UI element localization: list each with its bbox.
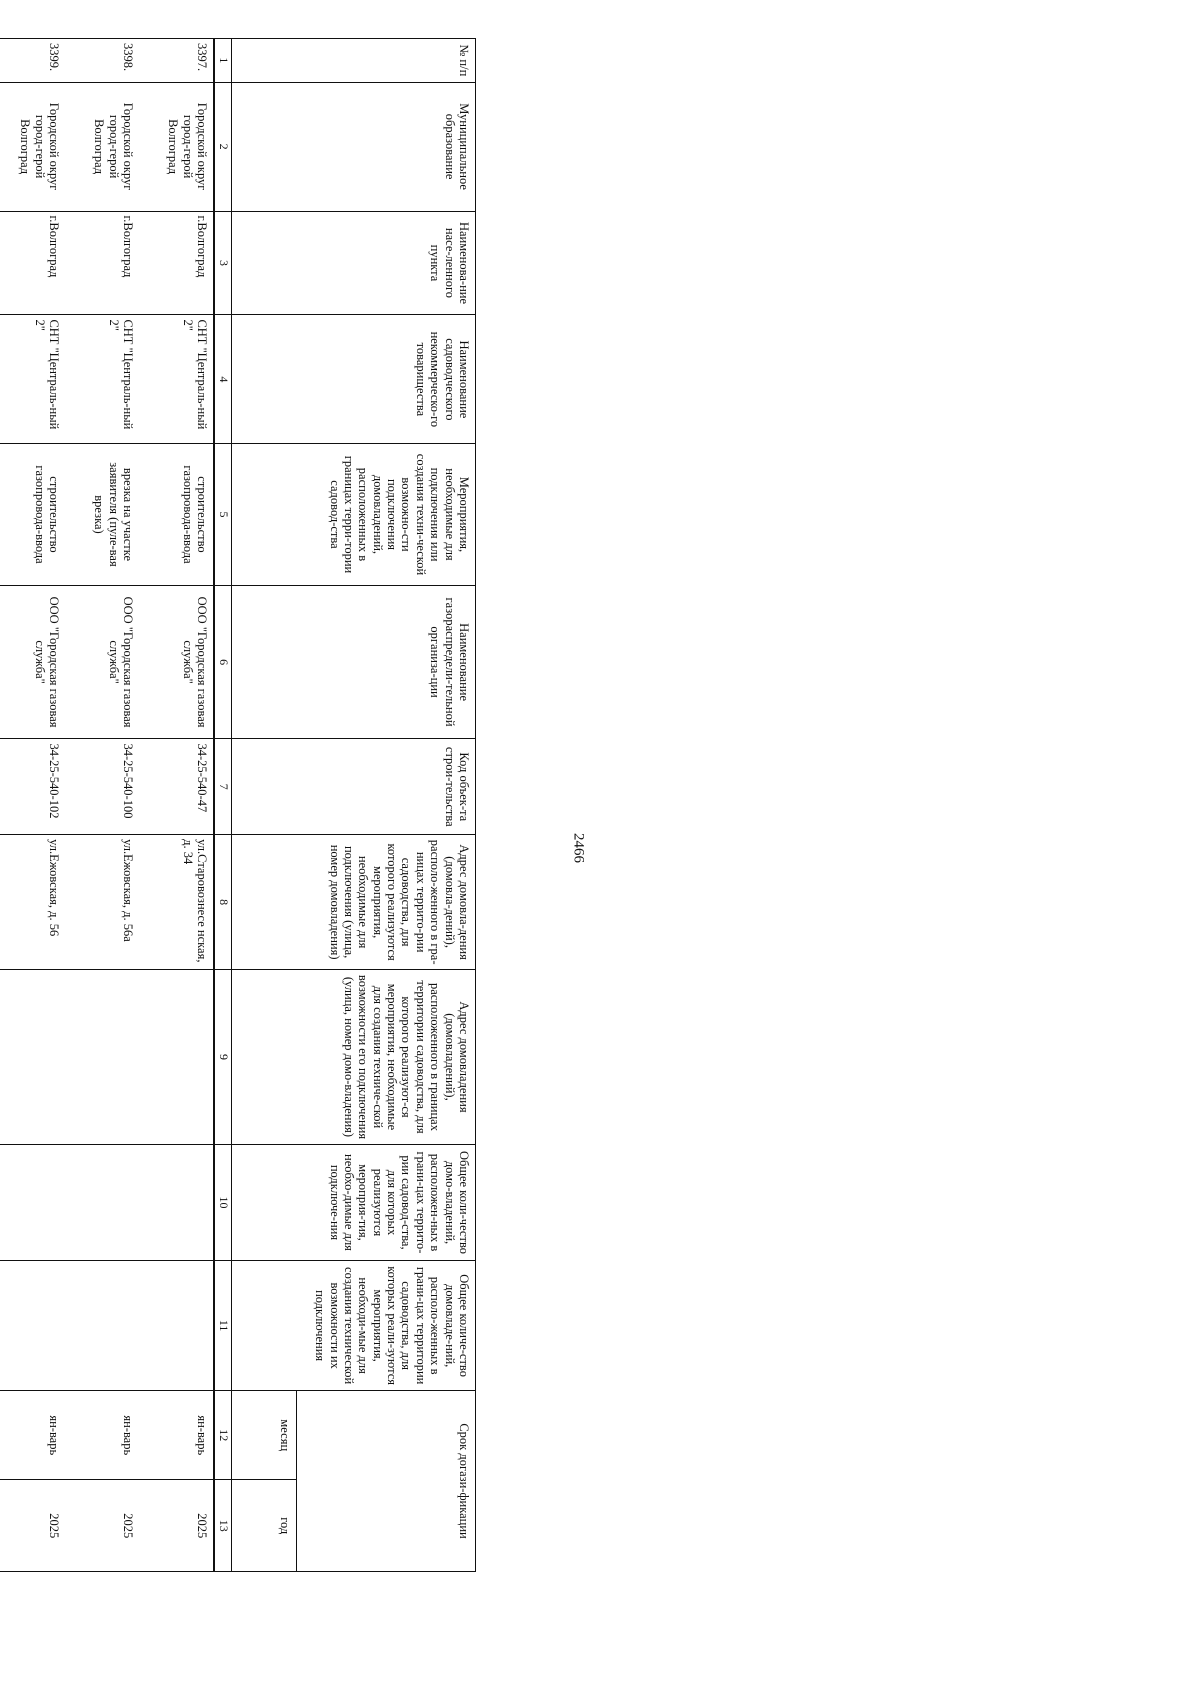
cell-locality: г.Волгоград: [139, 211, 214, 315]
column-number: 6: [214, 585, 232, 739]
table-body: [0, 39, 214, 1572]
cell-snt: СНТ "Централь-ный 2": [0, 315, 65, 444]
column-number: 2: [214, 82, 232, 211]
header-year: год: [232, 1480, 297, 1572]
header-code: Код объек-та строи-тельства: [232, 739, 476, 835]
cell-gas-org: ООО "Городская газовая служба": [65, 585, 139, 739]
cell-month: ян-варь: [0, 1391, 65, 1480]
column-number: 9: [214, 970, 232, 1145]
header-count-connection: Общее коли-чество домо-владений, расположен-ных в грани-цах террито-рии садовод-ства, для которых реализуются мероприя-тия, необхо-димые для подключе-ния: [232, 1144, 476, 1260]
cell-locality: г.Волгоград: [0, 211, 65, 315]
cell-gas-org: ООО "Городская газовая служба": [0, 585, 65, 739]
cell-municipality: Городской округ город-герой Волгоград: [0, 82, 65, 211]
cell-locality: г.Волгоград: [65, 211, 139, 315]
header-address-household-tech: Адрес домовладения (домовладений), расположенного в границах территории садоводства, для которого реализуют-ся мероприятия, необходимые для создания техниче-ской возможности его подключения (улица, номер домо-владения): [232, 970, 476, 1145]
cell-municipality: Городской округ город-герой Волгоград: [139, 82, 214, 211]
cell-count-connection: [139, 1144, 214, 1260]
column-number-row: [214, 39, 232, 1572]
cell-code: 34-25-540-47: [139, 739, 214, 835]
column-number: 10: [214, 1144, 232, 1260]
header-address-household: Адрес домовла-дения (домовла-дений), располо-женного в гра-ницах террито-рии садоводства, для которого реализуются мероприятия, необходимые для подключения (улица, номер домовладения): [232, 835, 476, 970]
header-count-tech: Общее количе-ство домовладе-ний, располо-женных в грани-цах территории садоводства, для которых реали-зуются мероприятия, необходи-мые для создания технической возможности их подключения: [232, 1261, 476, 1391]
header-municipality: Муниципальное образование: [232, 82, 476, 211]
cell-snt: СНТ "Централь-ный 2": [65, 315, 139, 444]
gasification-table: [0, 38, 476, 1572]
column-number: 5: [214, 444, 232, 585]
cell-address-tech: [65, 970, 139, 1145]
cell-num: 3398.: [65, 39, 139, 83]
header-month: месяц: [232, 1391, 297, 1480]
cell-measures: строительство газопровода-ввода: [0, 444, 65, 585]
cell-address: ул.Ежовская, д. 56а: [65, 835, 139, 970]
column-number: 12: [214, 1391, 232, 1480]
cell-measures: строительство газопровода-ввода: [139, 444, 214, 585]
header-deadline: Срок догази-фикации: [297, 1391, 476, 1572]
header-measures: Мероприятия, необходимые для подключения или создания техни-ческой возможно-сти подключения домовладений, расположенных в границах терри-тории садовод-ства: [232, 444, 476, 585]
header-num: № п/п: [232, 39, 476, 83]
column-number: 8: [214, 835, 232, 970]
cell-count-tech: [139, 1261, 214, 1391]
header-locality: Наименова-ние насе-ленного пункта: [232, 211, 476, 315]
cell-gas-org: ООО "Городская газовая служба": [139, 585, 214, 739]
cell-address: ул.Старовознесе нская, д. 34: [139, 835, 214, 970]
cell-count-tech: [0, 1261, 65, 1391]
cell-address: ул.Ежовская, д. 56: [0, 835, 65, 970]
column-number: 13: [214, 1480, 232, 1572]
column-number: 4: [214, 315, 232, 444]
header-gas-org: Наименование газораспредели-тельной организа-ции: [232, 585, 476, 739]
page-number: 2466: [570, 833, 587, 863]
cell-month: ян-варь: [65, 1391, 139, 1480]
cell-num: 3399.: [0, 39, 65, 83]
column-number: 7: [214, 739, 232, 835]
column-number: 1: [214, 39, 232, 83]
column-number: 11: [214, 1261, 232, 1391]
cell-year: 2025: [0, 1480, 65, 1572]
cell-count-connection: [0, 1144, 65, 1260]
cell-address-tech: [0, 970, 65, 1145]
cell-count-connection: [65, 1144, 139, 1260]
column-number: 3: [214, 211, 232, 315]
cell-municipality: Городской округ город-герой Волгоград: [65, 82, 139, 211]
header-snt: Наименование садоводческого некоммерческо-го товарищества: [232, 315, 476, 444]
cell-num: 3397.: [139, 39, 214, 83]
table-row: [0, 39, 65, 1572]
cell-month: ян-варь: [139, 1391, 214, 1480]
cell-code: 34-25-540-100: [65, 739, 139, 835]
cell-code: 34-25-540-102: [0, 739, 65, 835]
table-row: [65, 39, 139, 1572]
cell-year: 2025: [139, 1480, 214, 1572]
cell-snt: СНТ "Централь-ный 2": [139, 315, 214, 444]
cell-measures: врезка на участке заявителя (пуле-вая врезка): [65, 444, 139, 585]
table-row: [139, 39, 214, 1572]
cell-year: 2025: [65, 1480, 139, 1572]
cell-address-tech: [139, 970, 214, 1145]
cell-count-tech: [65, 1261, 139, 1391]
